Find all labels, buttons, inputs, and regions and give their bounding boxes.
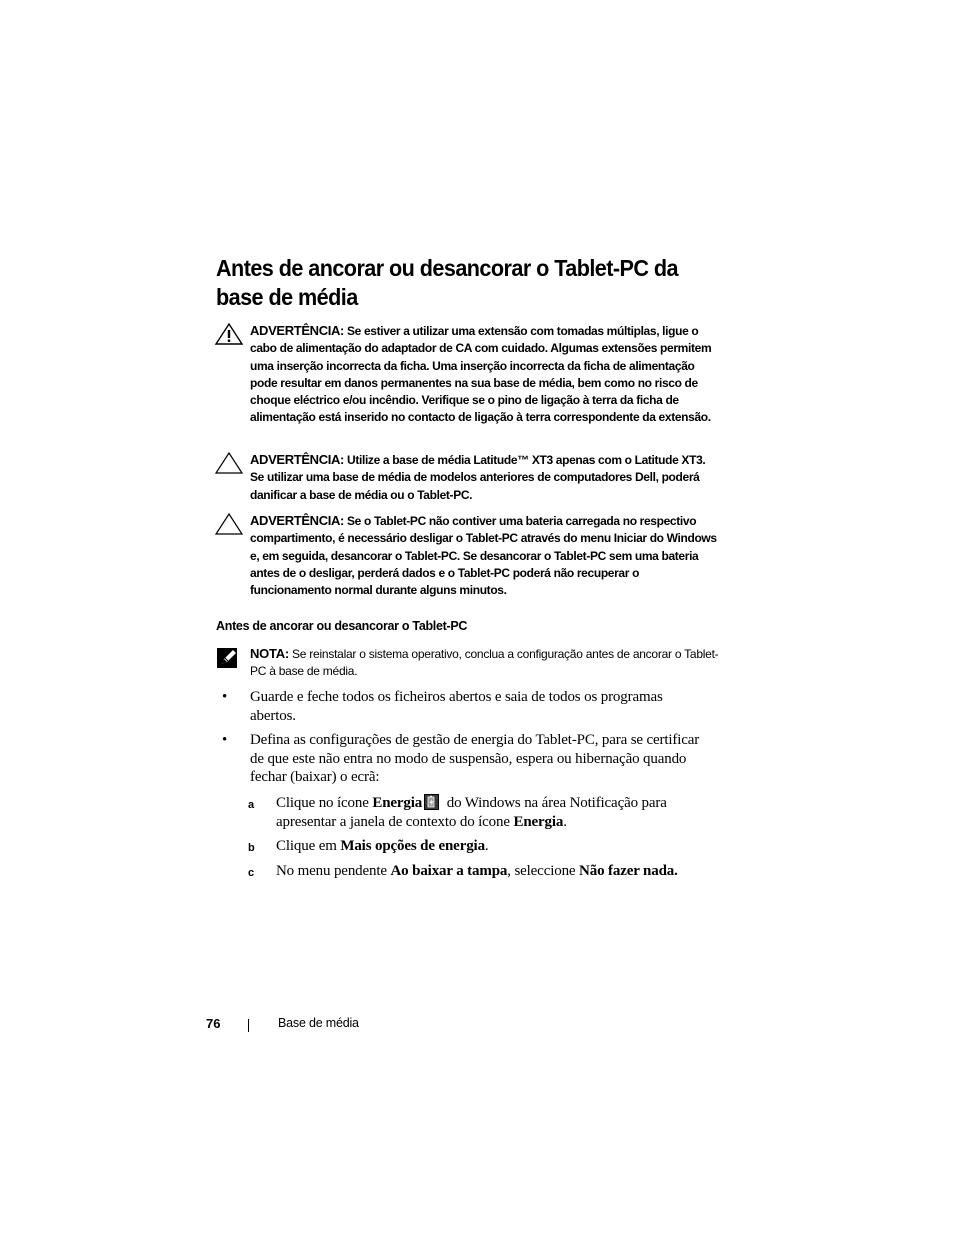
step-text: , seleccione (507, 863, 580, 879)
warning-text: Se o Tablet-PC não contiver uma bateria carregada no respectivo compartimento, é necessário desligar o Tablet-PC através do menu Iniciar do Windows e, em seguida, desancorar o Tablet-PC. Se desancorar o Tablet-PC sem uma bateria antes de o desligar, perderá dados e o Tablet-PC poderá não recuperar o funcionamento normal durante alguns minutos. (250, 514, 717, 598)
step-b (248, 837, 718, 856)
section-subheading: Antes de ancorar ou desancorar o Tablet-PC (216, 619, 468, 633)
step-text: Clique no ícone (276, 795, 373, 811)
footer-section-title: Base de média (278, 1016, 359, 1030)
step-a (248, 794, 718, 831)
warning-label: ADVERTÊNCIA: (250, 452, 345, 467)
step-marker: c (248, 867, 254, 879)
list-item-text: Defina as configurações de gestão de energia do Tablet-PC, para se certificar de que este não entra no modo de suspensão, espera ou hibernação quando fechar (baixar) o ecrã: (250, 732, 700, 785)
caution-triangle-icon (214, 512, 244, 536)
warning-label: ADVERTÊNCIA: (250, 513, 345, 528)
step-bold-term: Não fazer nada. (579, 863, 678, 879)
bullet-marker: • (222, 732, 228, 748)
step-c (248, 862, 718, 881)
footer-divider (248, 1019, 249, 1032)
warning-text: Se estiver a utilizar uma extensão com tomadas múltiplas, ligue o cabo de alimentação do adaptador de CA com cuidado. Algumas extensões permitem uma inserção incorrecta da ficha. Uma inserção incorrecta da ficha de alimentação pode resultar em danos permanentes na sua base de média, bem como no risco de choque eléctrico e/ou incêndio. Verifique se o pino de ligação à terra da ficha de alimentação está inserido no contacto de ligação à terra correspondente da extensão. (250, 324, 712, 425)
bullet-marker: • (222, 689, 228, 705)
step-marker: b (248, 842, 255, 854)
step-bold-term: Mais opções de energia (340, 838, 485, 854)
step-bold-term: Energia (513, 813, 564, 830)
note-pencil-icon (216, 646, 240, 670)
step-text: Clique em (276, 838, 341, 854)
note-notice (216, 645, 721, 680)
list-item (222, 688, 702, 725)
step-bold-term: Ao baixar a tampa (390, 863, 508, 879)
warning-label: ADVERTÊNCIA: (250, 323, 345, 338)
warning-text: Utilize a base de média Latitude™ XT3 apenas com o Latitude XT3. Se utilizar uma base de média de modelos anteriores de computadores Dell, poderá danificar a base de média ou o Tablet-PC. (250, 453, 706, 502)
warning-notice-3 (214, 512, 719, 599)
step-text: . (563, 813, 567, 830)
note-text: Se reinstalar o sistema operativo, conclua a configuração antes de ancorar o Tablet-PC à base de média. (250, 647, 719, 678)
warning-triangle-exclamation-icon (214, 322, 244, 346)
step-text: No menu pendente (276, 863, 391, 879)
step-marker: a (248, 799, 254, 811)
page-number: 76 (206, 1016, 221, 1031)
page-title: Antes de ancorar ou desancorar o Tablet-PC da base de média (216, 255, 678, 310)
step-text: . (484, 838, 489, 854)
warning-notice-1 (214, 322, 719, 427)
caution-triangle-icon (214, 451, 244, 475)
note-label: NOTA: (250, 646, 289, 661)
warning-notice-2 (214, 451, 719, 504)
power-battery-icon (424, 794, 439, 810)
step-bold-term: Energia (372, 795, 423, 811)
list-item (222, 731, 702, 787)
step-text: do Windows na área Notificação para apresentar a janela de contexto do ícone (276, 795, 667, 830)
list-item-text: Guarde e feche todos os ficheiros abertos e saia de todos os programas abertos. (250, 689, 663, 724)
